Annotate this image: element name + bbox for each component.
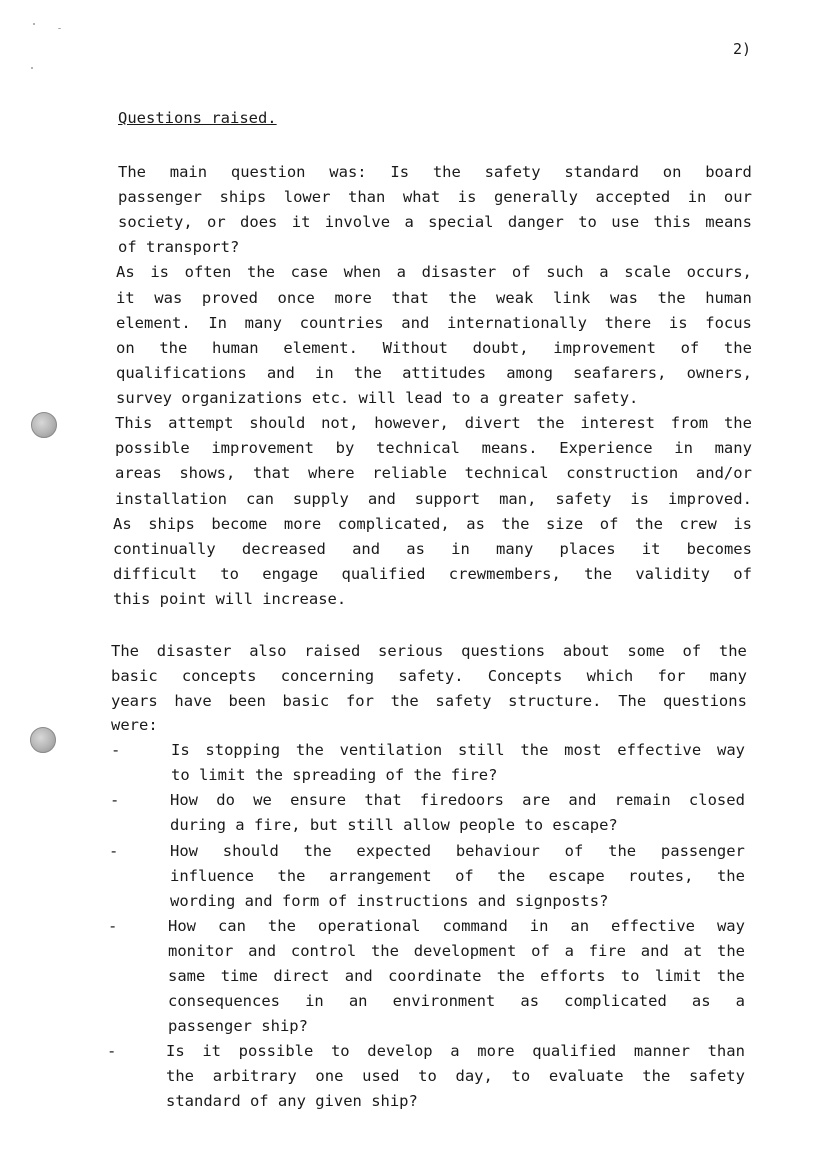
text-line: it was proved once more that the weak link was the human (116, 289, 752, 307)
text-line: of transport? (118, 238, 240, 256)
text-line: this point will increase. (113, 590, 347, 608)
text-line: areas shows, that where reliable technical construction and/or (115, 464, 752, 482)
scan-speck (33, 23, 35, 25)
text-line: installation can supply and support man, safety is improved. (115, 490, 752, 508)
text-line: How do we ensure that firedoors are and remain closed (170, 791, 745, 809)
text-line: How can the operational command in an effective way (168, 917, 745, 935)
scan-speck (58, 28, 61, 29)
text-line: on the human element. Without doubt, improvement of the (116, 339, 752, 357)
text-line: Is stopping the ventilation still the most effective way (171, 741, 745, 759)
text-line: same time direct and coordinate the efforts to limit the (168, 967, 745, 985)
text-line: society, or does it involve a special danger to use this means (118, 213, 752, 231)
bullet-dash: - (111, 741, 121, 759)
text-line: As ships become more complicated, as the size of the crew is (113, 515, 752, 533)
text-line: element. In many countries and internationally there is focus (116, 314, 752, 332)
text-line: influence the arrangement of the escape routes, the (170, 867, 745, 885)
punch-hole-top (31, 412, 57, 438)
text-line: As is often the case when a disaster of such a scale occurs, (116, 263, 752, 281)
page-number: 2) (733, 40, 752, 58)
text-line: standard of any given ship? (166, 1092, 418, 1110)
text-line: during a fire, but still allow people to escape? (170, 816, 618, 834)
bullet-dash: - (108, 917, 118, 935)
text-line: survey organizations etc. will lead to a greater safety. (116, 389, 639, 407)
text-line: qualifications and in the attitudes among seafarers, owners, (116, 364, 752, 382)
text-line: This attempt should not, however, divert the interest from the (115, 414, 752, 432)
text-line: basic concepts concerning safety. Concepts which for many (111, 667, 747, 685)
scan-speck (31, 67, 33, 69)
text-line: passenger ships lower than what is generally accepted in our (118, 188, 752, 206)
text-line: were: (111, 716, 158, 734)
punch-hole-bottom (30, 727, 56, 753)
section-heading: Questions raised. (118, 109, 277, 127)
text-line: consequences in an environment as complicated as a (168, 992, 745, 1010)
text-line: How should the expected behaviour of the passenger (170, 842, 745, 860)
text-line: Is it possible to develop a more qualified manner than (166, 1042, 745, 1060)
text-line: monitor and control the development of a fire and at the (168, 942, 745, 960)
text-line: years have been basic for the safety structure. The questions (111, 692, 747, 710)
text-line: the arbitrary one used to day, to evaluate the safety (166, 1067, 745, 1085)
text-line: passenger ship? (168, 1017, 308, 1035)
bullet-dash: - (109, 842, 119, 860)
text-line: possible improvement by technical means. Experience in many (115, 439, 752, 457)
text-line: to limit the spreading of the fire? (171, 766, 498, 784)
text-line: continually decreased and as in many places it becomes (113, 540, 752, 558)
text-line: The main question was: Is the safety standard on board (118, 163, 752, 181)
bullet-dash: - (107, 1042, 117, 1060)
text-line: difficult to engage qualified crewmembers, the validity of (113, 565, 752, 583)
bullet-dash: - (110, 791, 120, 809)
text-line: wording and form of instructions and signposts? (170, 892, 609, 910)
text-line: The disaster also raised serious questions about some of the (111, 642, 747, 660)
